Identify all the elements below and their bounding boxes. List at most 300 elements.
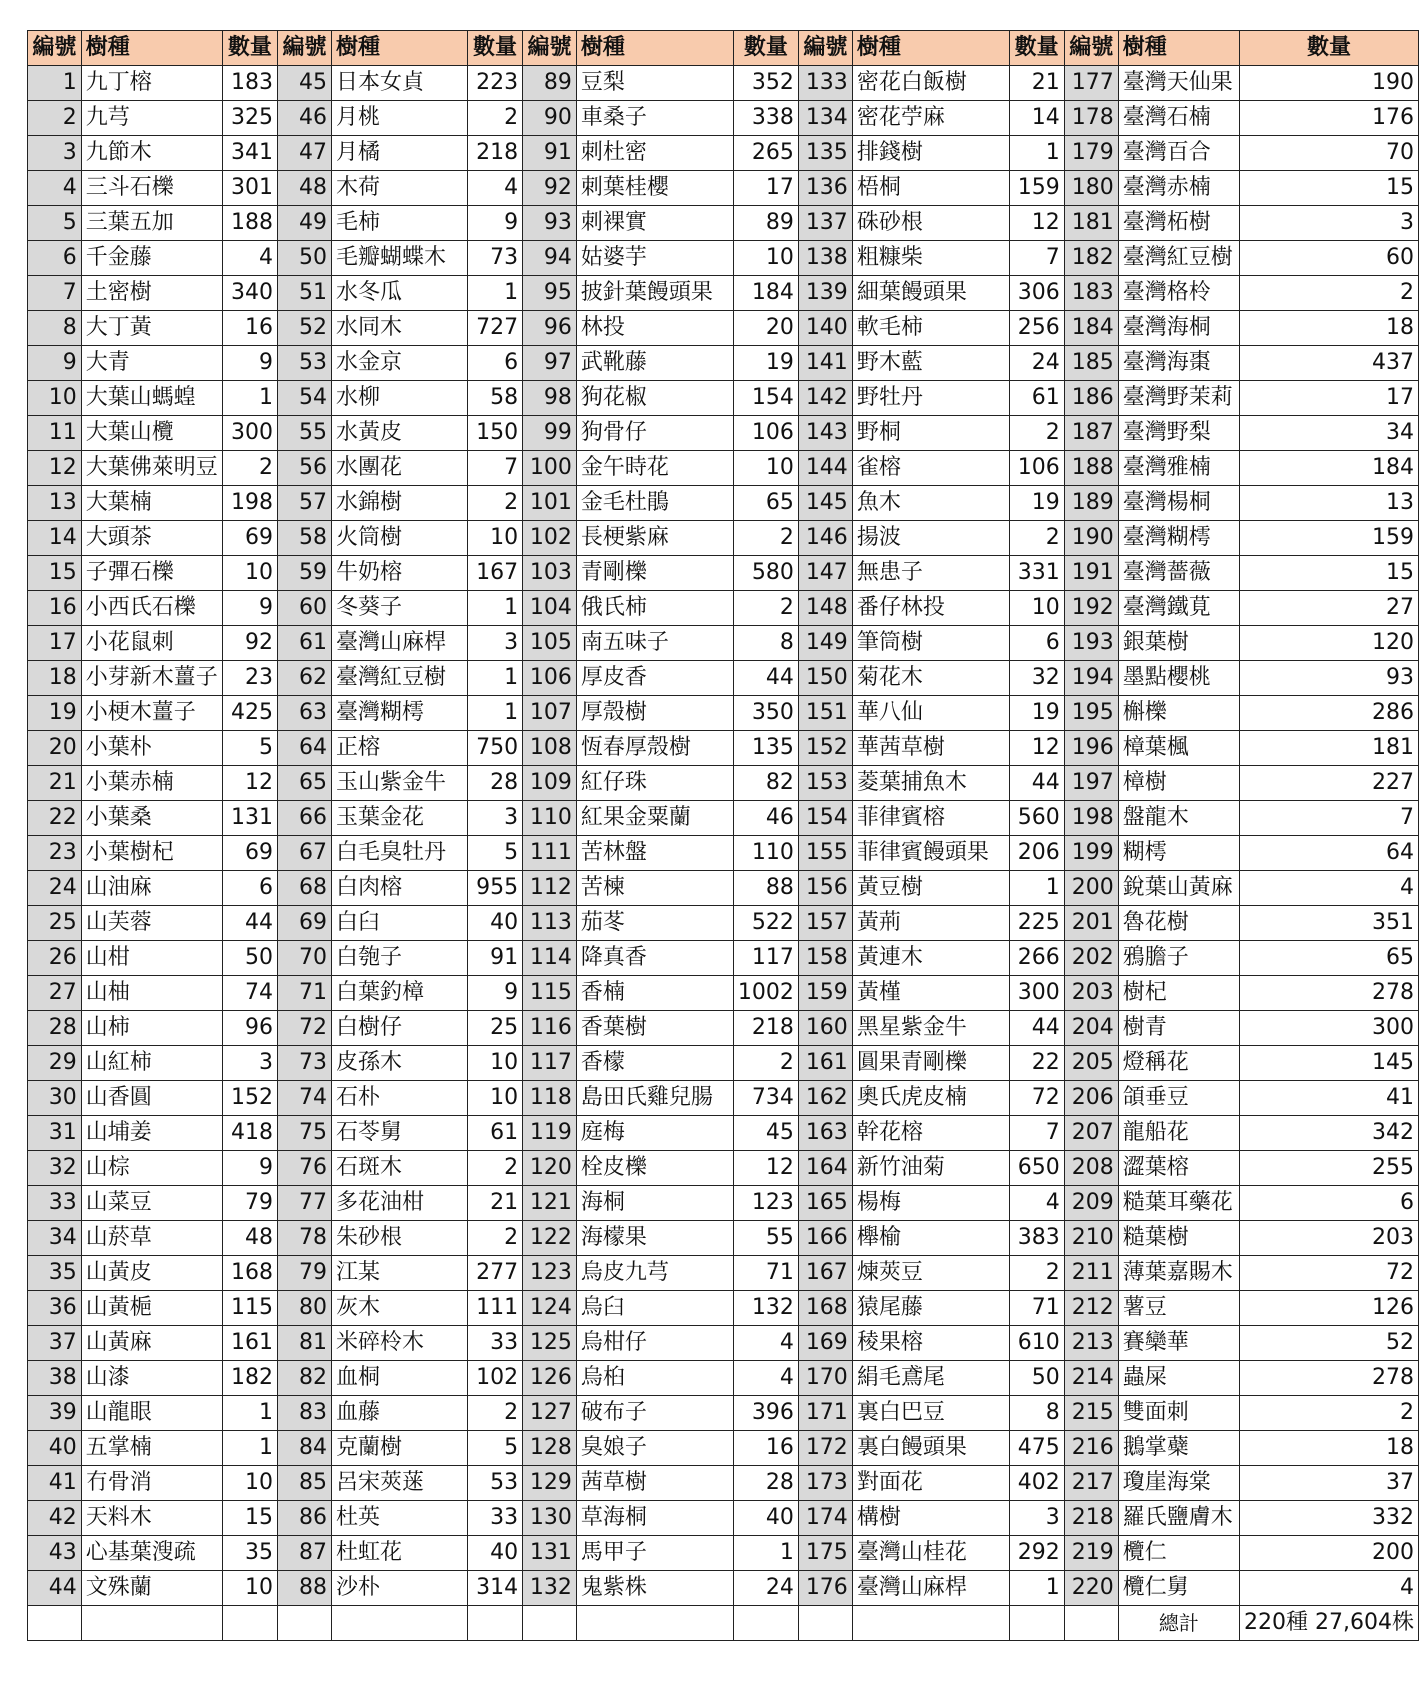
quantity-cell: 225: [1009, 906, 1064, 941]
header-species: 樹種: [576, 31, 733, 66]
table-row: [28, 1046, 1419, 1081]
species-cell: 黃連木: [852, 941, 1009, 976]
species-cell: 厚殼樹: [576, 696, 733, 731]
quantity-cell: 12: [1009, 731, 1064, 766]
quantity-cell: 223: [467, 66, 522, 101]
quantity-cell: 79: [222, 1186, 277, 1221]
number-cell: 130: [523, 1501, 577, 1536]
number-cell: 107: [523, 696, 577, 731]
quantity-cell: 135: [733, 731, 798, 766]
species-cell: 山棕: [81, 1151, 222, 1186]
number-cell: 121: [523, 1186, 577, 1221]
number-cell: 22: [28, 801, 82, 836]
species-cell: 降真香: [576, 941, 733, 976]
species-cell: 茜草樹: [576, 1466, 733, 1501]
number-cell: 26: [28, 941, 82, 976]
number-cell: 46: [277, 101, 331, 136]
quantity-cell: 10: [1009, 591, 1064, 626]
quantity-cell: 161: [222, 1326, 277, 1361]
number-cell: 178: [1064, 101, 1118, 136]
species-cell: 魯花樹: [1118, 906, 1239, 941]
species-cell: 野桐: [852, 416, 1009, 451]
quantity-cell: 560: [1009, 801, 1064, 836]
quantity-cell: 106: [1009, 451, 1064, 486]
number-cell: 152: [798, 731, 852, 766]
empty-cell: [1009, 1606, 1064, 1641]
quantity-cell: 198: [222, 486, 277, 521]
quantity-cell: 61: [1009, 381, 1064, 416]
number-cell: 191: [1064, 556, 1118, 591]
species-cell: 臺灣楊桐: [1118, 486, 1239, 521]
number-cell: 195: [1064, 696, 1118, 731]
quantity-cell: 10: [222, 1571, 277, 1606]
species-cell: 厚皮香: [576, 661, 733, 696]
quantity-cell: 2: [1239, 1396, 1418, 1431]
number-cell: 219: [1064, 1536, 1118, 1571]
number-cell: 137: [798, 206, 852, 241]
number-cell: 28: [28, 1011, 82, 1046]
number-cell: 38: [28, 1361, 82, 1396]
number-cell: 77: [277, 1186, 331, 1221]
quantity-cell: 111: [467, 1291, 522, 1326]
number-cell: 33: [28, 1186, 82, 1221]
number-cell: 124: [523, 1291, 577, 1326]
number-cell: 39: [28, 1396, 82, 1431]
species-cell: 銀葉樹: [1118, 626, 1239, 661]
species-cell: 多花油柑: [331, 1186, 467, 1221]
quantity-cell: 203: [1239, 1221, 1418, 1256]
quantity-cell: 40: [467, 906, 522, 941]
quantity-cell: 12: [222, 766, 277, 801]
table-row: [28, 311, 1419, 346]
number-cell: 138: [798, 241, 852, 276]
header-species: 樹種: [81, 31, 222, 66]
species-cell: 臺灣紅豆樹: [1118, 241, 1239, 276]
quantity-cell: 46: [733, 801, 798, 836]
empty-cell: [798, 1606, 852, 1641]
quantity-cell: 176: [1239, 101, 1418, 136]
number-cell: 72: [277, 1011, 331, 1046]
empty-cell: [222, 1606, 277, 1641]
species-cell: 山埔姜: [81, 1116, 222, 1151]
number-cell: 206: [1064, 1081, 1118, 1116]
species-cell: 山黃麻: [81, 1326, 222, 1361]
species-cell: 密花苧麻: [852, 101, 1009, 136]
species-cell: 山龍眼: [81, 1396, 222, 1431]
species-cell: 薄葉嘉賜木: [1118, 1256, 1239, 1291]
quantity-cell: 184: [733, 276, 798, 311]
species-cell: 海桐: [576, 1186, 733, 1221]
quantity-cell: 425: [222, 696, 277, 731]
species-cell: 白葉釣樟: [331, 976, 467, 1011]
species-cell: 臺灣格柃: [1118, 276, 1239, 311]
species-cell: 煉莢豆: [852, 1256, 1009, 1291]
species-cell: 大青: [81, 346, 222, 381]
number-cell: 73: [277, 1046, 331, 1081]
number-cell: 13: [28, 486, 82, 521]
species-cell: 菱葉捕魚木: [852, 766, 1009, 801]
species-cell: 香檬: [576, 1046, 733, 1081]
number-cell: 55: [277, 416, 331, 451]
species-cell: 米碎柃木: [331, 1326, 467, 1361]
quantity-cell: 25: [467, 1011, 522, 1046]
number-cell: 51: [277, 276, 331, 311]
table-row: [28, 871, 1419, 906]
species-cell: 苦楝: [576, 871, 733, 906]
number-cell: 167: [798, 1256, 852, 1291]
quantity-cell: 2: [467, 1221, 522, 1256]
quantity-cell: 70: [1239, 136, 1418, 171]
quantity-cell: 5: [222, 731, 277, 766]
quantity-cell: 1: [222, 381, 277, 416]
quantity-cell: 2: [467, 1151, 522, 1186]
quantity-cell: 332: [1239, 1501, 1418, 1536]
species-cell: 小花鼠刺: [81, 626, 222, 661]
number-cell: 69: [277, 906, 331, 941]
number-cell: 174: [798, 1501, 852, 1536]
number-cell: 20: [28, 731, 82, 766]
quantity-cell: 10: [467, 1046, 522, 1081]
quantity-cell: 96: [222, 1011, 277, 1046]
species-cell: 馬甲子: [576, 1536, 733, 1571]
species-cell: 青剛櫟: [576, 556, 733, 591]
number-cell: 12: [28, 451, 82, 486]
quantity-cell: 292: [1009, 1536, 1064, 1571]
species-cell: 黃荊: [852, 906, 1009, 941]
number-cell: 92: [523, 171, 577, 206]
quantity-cell: 1: [222, 1431, 277, 1466]
species-cell: 毛柿: [331, 206, 467, 241]
species-cell: 鴉膽子: [1118, 941, 1239, 976]
quantity-cell: 12: [1009, 206, 1064, 241]
quantity-cell: 167: [467, 556, 522, 591]
species-cell: 對面花: [852, 1466, 1009, 1501]
quantity-cell: 15: [222, 1501, 277, 1536]
quantity-cell: 145: [1239, 1046, 1418, 1081]
quantity-cell: 266: [1009, 941, 1064, 976]
species-cell: 水柳: [331, 381, 467, 416]
number-cell: 64: [277, 731, 331, 766]
number-cell: 83: [277, 1396, 331, 1431]
quantity-cell: 3: [1239, 206, 1418, 241]
species-cell: 龍船花: [1118, 1116, 1239, 1151]
species-cell: 庭梅: [576, 1116, 733, 1151]
table-row: [28, 1081, 1419, 1116]
number-cell: 186: [1064, 381, 1118, 416]
quantity-cell: 4: [733, 1361, 798, 1396]
quantity-cell: 7: [1239, 801, 1418, 836]
number-cell: 182: [1064, 241, 1118, 276]
species-cell: 玉山紫金牛: [331, 766, 467, 801]
quantity-cell: 10: [222, 1466, 277, 1501]
table-row: [28, 1536, 1419, 1571]
number-cell: 211: [1064, 1256, 1118, 1291]
quantity-cell: 2: [733, 591, 798, 626]
quantity-cell: 227: [1239, 766, 1418, 801]
quantity-cell: 1: [467, 661, 522, 696]
number-cell: 95: [523, 276, 577, 311]
number-cell: 80: [277, 1291, 331, 1326]
species-cell: 刺葉桂櫻: [576, 171, 733, 206]
table-row: [28, 241, 1419, 276]
species-cell: 灰木: [331, 1291, 467, 1326]
quantity-cell: 955: [467, 871, 522, 906]
quantity-cell: 24: [1009, 346, 1064, 381]
table-row: [28, 1256, 1419, 1291]
quantity-cell: 28: [733, 1466, 798, 1501]
species-cell: 日本女貞: [331, 66, 467, 101]
number-cell: 82: [277, 1361, 331, 1396]
species-cell: 雙面刺: [1118, 1396, 1239, 1431]
number-cell: 108: [523, 731, 577, 766]
number-cell: 19: [28, 696, 82, 731]
quantity-cell: 16: [733, 1431, 798, 1466]
species-cell: 揚波: [852, 521, 1009, 556]
quantity-cell: 338: [733, 101, 798, 136]
number-cell: 216: [1064, 1431, 1118, 1466]
quantity-cell: 41: [1239, 1081, 1418, 1116]
quantity-cell: 69: [222, 836, 277, 871]
number-cell: 153: [798, 766, 852, 801]
quantity-cell: 218: [467, 136, 522, 171]
quantity-cell: 152: [222, 1081, 277, 1116]
quantity-cell: 37: [1239, 1466, 1418, 1501]
species-cell: 欖仁舅: [1118, 1571, 1239, 1606]
table-row: [28, 416, 1419, 451]
quantity-cell: 342: [1239, 1116, 1418, 1151]
number-cell: 36: [28, 1291, 82, 1326]
quantity-cell: 4: [1239, 1571, 1418, 1606]
species-cell: 三斗石櫟: [81, 171, 222, 206]
number-cell: 180: [1064, 171, 1118, 206]
species-cell: 九丁榕: [81, 66, 222, 101]
quantity-cell: 150: [467, 416, 522, 451]
number-cell: 101: [523, 486, 577, 521]
number-cell: 112: [523, 871, 577, 906]
species-cell: 樹杞: [1118, 976, 1239, 1011]
quantity-cell: 71: [733, 1256, 798, 1291]
table-row: [28, 766, 1419, 801]
number-cell: 21: [28, 766, 82, 801]
species-cell: 圓果青剛櫟: [852, 1046, 1009, 1081]
empty-cell: [277, 1606, 331, 1641]
number-cell: 166: [798, 1221, 852, 1256]
species-cell: 小葉樹杞: [81, 836, 222, 871]
quantity-cell: 65: [733, 486, 798, 521]
quantity-cell: 350: [733, 696, 798, 731]
number-cell: 127: [523, 1396, 577, 1431]
number-cell: 164: [798, 1151, 852, 1186]
table-row: [28, 906, 1419, 941]
header-species: 樹種: [852, 31, 1009, 66]
species-cell: 臺灣赤楠: [1118, 171, 1239, 206]
species-cell: 玉葉金花: [331, 801, 467, 836]
species-cell: 墨點櫻桃: [1118, 661, 1239, 696]
table-row: [28, 1466, 1419, 1501]
quantity-cell: 10: [733, 451, 798, 486]
number-cell: 17: [28, 626, 82, 661]
number-cell: 214: [1064, 1361, 1118, 1396]
number-cell: 78: [277, 1221, 331, 1256]
quantity-cell: 341: [222, 136, 277, 171]
number-cell: 156: [798, 871, 852, 906]
species-cell: 山柑: [81, 941, 222, 976]
species-cell: 土密樹: [81, 276, 222, 311]
table-row: [28, 171, 1419, 206]
species-cell: 俄氏柿: [576, 591, 733, 626]
quantity-cell: 4: [467, 171, 522, 206]
table-row: [28, 941, 1419, 976]
quantity-cell: 64: [1239, 836, 1418, 871]
number-cell: 163: [798, 1116, 852, 1151]
species-cell: 山菸草: [81, 1221, 222, 1256]
number-cell: 185: [1064, 346, 1118, 381]
quantity-cell: 265: [733, 136, 798, 171]
quantity-cell: 53: [467, 1466, 522, 1501]
quantity-cell: 82: [733, 766, 798, 801]
quantity-cell: 182: [222, 1361, 277, 1396]
quantity-cell: 2: [733, 1046, 798, 1081]
number-cell: 9: [28, 346, 82, 381]
number-cell: 139: [798, 276, 852, 311]
number-cell: 62: [277, 661, 331, 696]
species-cell: 呂宋莢蒾: [331, 1466, 467, 1501]
species-cell: 白肉榕: [331, 871, 467, 906]
species-cell: 臺灣紅豆樹: [331, 661, 467, 696]
number-cell: 212: [1064, 1291, 1118, 1326]
species-cell: 姑婆芋: [576, 241, 733, 276]
number-cell: 213: [1064, 1326, 1118, 1361]
quantity-cell: 1: [1009, 136, 1064, 171]
number-cell: 151: [798, 696, 852, 731]
number-cell: 7: [28, 276, 82, 311]
species-cell: 山菜豆: [81, 1186, 222, 1221]
species-cell: 山芙蓉: [81, 906, 222, 941]
quantity-cell: 28: [467, 766, 522, 801]
number-cell: 58: [277, 521, 331, 556]
quantity-cell: 18: [1239, 1431, 1418, 1466]
quantity-cell: 2: [467, 1396, 522, 1431]
quantity-cell: 91: [467, 941, 522, 976]
number-cell: 126: [523, 1361, 577, 1396]
number-cell: 196: [1064, 731, 1118, 766]
species-cell: 金午時花: [576, 451, 733, 486]
table-row: [28, 521, 1419, 556]
number-cell: 2: [28, 101, 82, 136]
quantity-cell: 44: [733, 661, 798, 696]
species-cell: 銳葉山黃麻: [1118, 871, 1239, 906]
number-cell: 53: [277, 346, 331, 381]
number-cell: 94: [523, 241, 577, 276]
species-cell: 海檬果: [576, 1221, 733, 1256]
table-row: [28, 1116, 1419, 1151]
number-cell: 74: [277, 1081, 331, 1116]
number-cell: 76: [277, 1151, 331, 1186]
quantity-cell: 18: [1239, 311, 1418, 346]
species-cell: 臺灣野梨: [1118, 416, 1239, 451]
species-cell: 克蘭樹: [331, 1431, 467, 1466]
quantity-cell: 9: [467, 206, 522, 241]
table-row: [28, 276, 1419, 311]
species-cell: 小梗木薑子: [81, 696, 222, 731]
number-cell: 57: [277, 486, 331, 521]
table-row: [28, 1396, 1419, 1431]
species-cell: 黃槿: [852, 976, 1009, 1011]
species-cell: 牛奶榕: [331, 556, 467, 591]
species-cell: 冬葵子: [331, 591, 467, 626]
quantity-cell: 22: [1009, 1046, 1064, 1081]
number-cell: 3: [28, 136, 82, 171]
number-cell: 161: [798, 1046, 852, 1081]
species-cell: 山柿: [81, 1011, 222, 1046]
species-cell: 筆筒樹: [852, 626, 1009, 661]
species-cell: 蟲屎: [1118, 1361, 1239, 1396]
table-row: [28, 696, 1419, 731]
number-cell: 176: [798, 1571, 852, 1606]
species-cell: 紅果金粟蘭: [576, 801, 733, 836]
table-row: [28, 1361, 1419, 1396]
species-cell: 櫸榆: [852, 1221, 1009, 1256]
quantity-cell: 126: [1239, 1291, 1418, 1326]
species-cell: 臺灣天仙果: [1118, 66, 1239, 101]
quantity-cell: 522: [733, 906, 798, 941]
table-row: [28, 1291, 1419, 1326]
header-number: 編號: [277, 31, 331, 66]
empty-cell: [467, 1606, 522, 1641]
number-cell: 106: [523, 661, 577, 696]
quantity-cell: 2: [1009, 416, 1064, 451]
quantity-cell: 352: [733, 66, 798, 101]
number-cell: 173: [798, 1466, 852, 1501]
quantity-cell: 8: [1009, 1396, 1064, 1431]
species-cell: 山黃梔: [81, 1291, 222, 1326]
empty-cell: [81, 1606, 222, 1641]
number-cell: 43: [28, 1536, 82, 1571]
number-cell: 207: [1064, 1116, 1118, 1151]
species-cell: 木荷: [331, 171, 467, 206]
species-cell: 山油麻: [81, 871, 222, 906]
header-row: [28, 31, 1419, 66]
species-cell: 烏柑仔: [576, 1326, 733, 1361]
species-cell: 鬼紫株: [576, 1571, 733, 1606]
header-species: 樹種: [1118, 31, 1239, 66]
species-cell: 南五味子: [576, 626, 733, 661]
species-cell: 豆梨: [576, 66, 733, 101]
species-cell: 水黃皮: [331, 416, 467, 451]
species-cell: 華茜草樹: [852, 731, 1009, 766]
quantity-cell: 60: [1239, 241, 1418, 276]
quantity-cell: 21: [467, 1186, 522, 1221]
number-cell: 189: [1064, 486, 1118, 521]
number-cell: 102: [523, 521, 577, 556]
number-cell: 154: [798, 801, 852, 836]
table-row: [28, 591, 1419, 626]
number-cell: 71: [277, 976, 331, 1011]
quantity-cell: 44: [1009, 1011, 1064, 1046]
species-cell: 臺灣雅楠: [1118, 451, 1239, 486]
number-cell: 220: [1064, 1571, 1118, 1606]
species-cell: 香葉樹: [576, 1011, 733, 1046]
quantity-cell: 58: [467, 381, 522, 416]
number-cell: 86: [277, 1501, 331, 1536]
species-cell: 石苓舅: [331, 1116, 467, 1151]
quantity-cell: 131: [222, 801, 277, 836]
number-cell: 32: [28, 1151, 82, 1186]
quantity-cell: 35: [222, 1536, 277, 1571]
quantity-cell: 93: [1239, 661, 1418, 696]
species-cell: 火筒樹: [331, 521, 467, 556]
number-cell: 170: [798, 1361, 852, 1396]
